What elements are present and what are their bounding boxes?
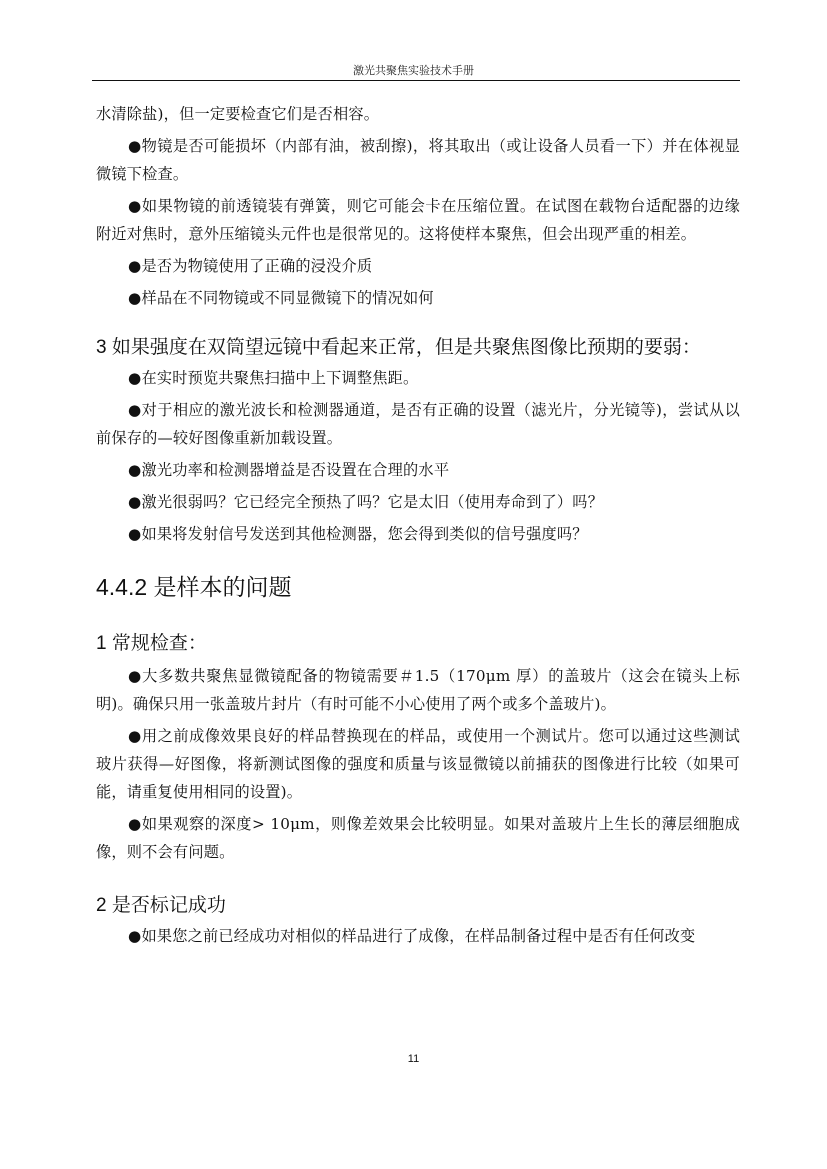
bullet-item: ●如果将发射信号发送到其他检测器，您会得到类似的信号强度吗？ — [128, 525, 588, 543]
section-heading-3: 3 如果强度在双筒望远镜中看起来正常，但是共聚焦图像比预期的要弱： — [96, 337, 701, 358]
bullet-item: ●如果物镜的前透镜装有弹簧，则它可能会卡在压缩位置。在试图在载物台适配器的边缘附近对焦时，意外压缩镜头元件也是很常见的。这将使样本聚焦，但会出现严重的相差。 — [96, 197, 740, 243]
subsection-heading-1: 1 常规检查： — [96, 633, 207, 654]
bullet-item: ●大多数共聚焦显微镜配备的物镜需要＃1.5（170μm 厚）的盖玻片（这会在镜头上标明)。确保只用一张盖玻片封片（有时可能不小心使用了两个或多个盖玻片)。 — [96, 667, 740, 713]
bullet-item: ●对于相应的激光波长和检测器通道，是否有正确的设置（滤光片，分光镜等)，尝试从以前保存的—较好图像重新加载设置。 — [96, 401, 740, 447]
bullet-item: ●用之前成像效果良好的样品替换现在的样品，或使用一个测试片。您可以通过这些测试玻片获得—好图像，将新测试图像的强度和质量与该显微镜以前捕获的图像进行比较（如果可能，请重复使用相同的设置)。 — [96, 727, 740, 801]
bullet-item: ●是否为物镜使用了正确的浸没介质 — [128, 257, 373, 275]
bullet-item: ●如果观察的深度> 10μm，则像差效果会比较明显。如果对盖玻片上生长的薄层细胞成像，则不会有问题。 — [96, 815, 740, 861]
bullet-item: ●在实时预览共聚焦扫描中上下调整焦距。 — [128, 369, 419, 387]
bullet-item: ●激光功率和检测器增益是否设置在合理的水平 — [128, 461, 450, 479]
page-number: 11 — [407, 1053, 420, 1065]
bullet-item: ●样品在不同物镜或不同显微镜下的情况如何 — [128, 289, 434, 307]
bullet-item: ●如果您之前已经成功对相似的样品进行了成像，在样品制备过程中是否有任何改变 — [128, 927, 696, 945]
bullet-item: ●激光很弱吗？它已经完全预热了吗？它是太旧（使用寿命到了）吗？ — [128, 493, 604, 511]
section-heading-4-4-2: 4.4.2 是样本的问题 — [96, 574, 292, 600]
page-body — [96, 100, 740, 950]
subsection-heading-2: 2 是否标记成功 — [96, 895, 226, 916]
bullet-item: ●物镜是否可能损坏（内部有油，被刮擦)，将其取出（或让设备人员看一下）并在体视显微镜下检查。 — [96, 137, 740, 183]
paragraph: 水清除盐)，但一定要检查它们是否相容。 — [96, 105, 380, 123]
running-header: 激光共聚焦实验技术手册 — [353, 64, 474, 77]
header-rule — [92, 80, 740, 81]
